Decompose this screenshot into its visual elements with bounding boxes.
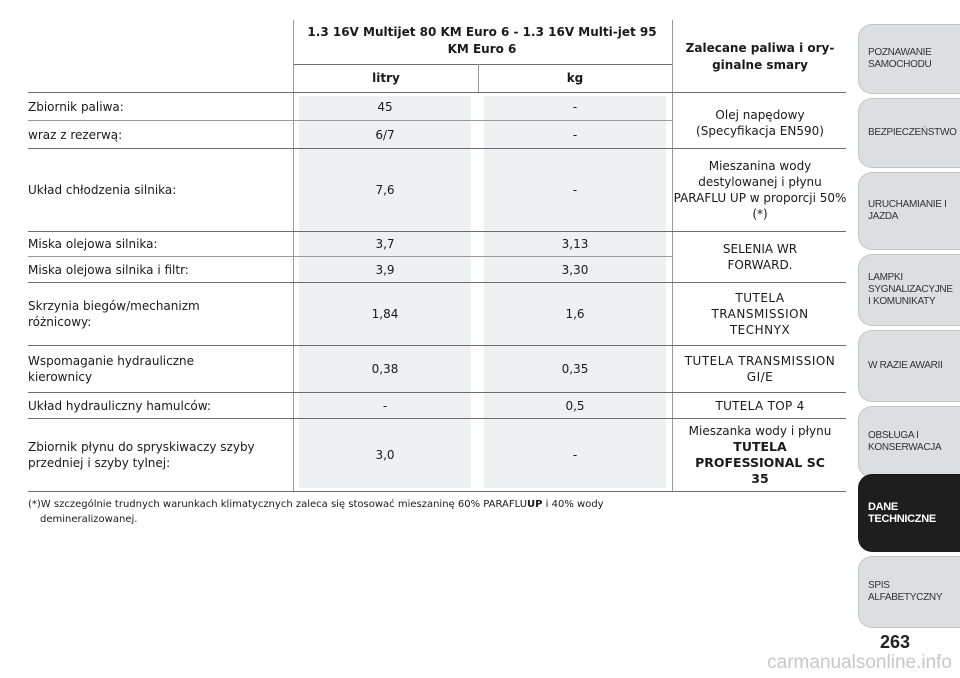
watermark: carmanualsonline.info	[767, 652, 952, 673]
row-litry: 3,0	[375, 448, 395, 462]
rec-brakes: TUTELA TOP 4	[715, 398, 805, 413]
tab-label: POZNAWANIE SAMOCHODU	[868, 47, 932, 70]
footnote-bold: UP	[527, 499, 543, 510]
row-kg: -	[572, 127, 578, 142]
rec-washer-product: TUTELA PROFESSIONAL SC 35	[695, 439, 825, 486]
row-kg: 1,6	[565, 307, 585, 321]
tab-uruchamianie-i-jazda[interactable]	[858, 172, 960, 250]
rec-engine-oil: SELENIA WR FORWARD.	[722, 242, 798, 272]
tab-label: SPIS ALFABETYCZNY	[868, 580, 943, 603]
row-label: Układ chłodzenia silnika:	[28, 183, 177, 197]
tab-label: URUCHAMIANIE I JAZDA	[868, 199, 947, 222]
tab-label: LAMPKI SYGNALIZACYJNE I KOMUNIKATY	[868, 272, 953, 307]
tab-bezpieczenstwo[interactable]	[858, 98, 960, 168]
footnote-text-end: i 40% wody	[542, 499, 604, 510]
litry-column-header: litry	[372, 71, 400, 85]
recommended-column-header: Zalecane paliwa i ory-ginalne smary	[685, 41, 835, 72]
tab-poznawanie-samochodu[interactable]	[858, 24, 960, 94]
row-kg: 3,13	[561, 237, 589, 251]
rec-coolant: Mieszanina wody destylowanej i płynu PARAFLU UP w proporcji 50% (*)	[673, 159, 847, 221]
column-separator	[478, 64, 479, 92]
row-kg: 0,35	[561, 362, 589, 376]
row-label: Zbiornik paliwa:	[28, 99, 124, 114]
rec-washer-prefix: Mieszanka wody i płynu	[688, 424, 832, 438]
row-kg: -	[572, 448, 578, 462]
rec-washer	[672, 419, 848, 491]
row-litry: 45	[377, 99, 393, 114]
row-label: Skrzynia biegów/mechanizm różnicowy:	[28, 299, 200, 329]
row-litry: 3,9	[375, 262, 395, 277]
tab-obsluga-i-konserwacja[interactable]	[858, 406, 960, 478]
row-kg: 0,5	[565, 398, 585, 413]
rec-gearbox: TUTELA TRANSMISSION TECHNYX	[711, 291, 809, 337]
row-litry: 0,38	[371, 362, 399, 376]
footnote	[28, 497, 828, 527]
footnote-text: (*)W szczególnie trudnych warunkach klimatycznych zaleca się stosować mieszaninę 60% PARAFLU	[28, 499, 528, 510]
row-kg: -	[572, 183, 578, 197]
row-litry: 6/7	[375, 127, 395, 142]
tab-dane-techniczne[interactable]	[858, 474, 960, 552]
row-litry: 1,84	[371, 307, 399, 321]
row-litry: 7,6	[375, 183, 395, 197]
tab-w-razie-awarii[interactable]	[858, 330, 960, 402]
page-number: 263	[879, 632, 911, 652]
tab-label: W RAZIE AWARII	[868, 360, 943, 371]
row-label: Wspomaganie hydrauliczne kierownicy	[28, 354, 194, 384]
row-label: Układ hydrauliczny hamulców:	[28, 398, 211, 413]
rec-steering: TUTELA TRANSMISSION GI/E	[684, 354, 836, 384]
row-kg: 3,30	[561, 262, 589, 277]
row-label: wraz z rezerwą:	[28, 127, 123, 142]
row-rule	[28, 491, 846, 492]
tab-spis-alfabetyczny[interactable]	[858, 556, 960, 628]
row-label: Miska olejowa silnika i filtr:	[28, 262, 189, 277]
rec-diesel: Olej napędowy (Specyfikacja EN590)	[696, 108, 824, 138]
header-divider	[293, 64, 673, 65]
footnote-line2: demineralizowanej.	[40, 514, 138, 525]
row-kg: -	[572, 99, 578, 114]
kg-column-header: kg	[566, 71, 584, 85]
tab-label: DANE TECHNICZNE	[868, 501, 936, 525]
row-label: Zbiornik płynu do spryskiwaczy szyby przedniej i szyby tylnej:	[28, 440, 255, 470]
row-litry: 3,7	[375, 237, 395, 251]
row-litry: -	[382, 398, 388, 413]
engine-column-header: 1.3 16V Multijet 80 KM Euro 6 - 1.3 16V Multi-jet 95 KM Euro 6	[307, 25, 657, 56]
tab-label: BEZPIECZEŃSTWO	[868, 127, 957, 138]
tab-label: OBSŁUGA I KONSERWACJA	[868, 430, 942, 453]
tab-lampki-sygnalizacyjne[interactable]	[858, 254, 960, 326]
row-label: Miska olejowa silnika:	[28, 237, 158, 251]
